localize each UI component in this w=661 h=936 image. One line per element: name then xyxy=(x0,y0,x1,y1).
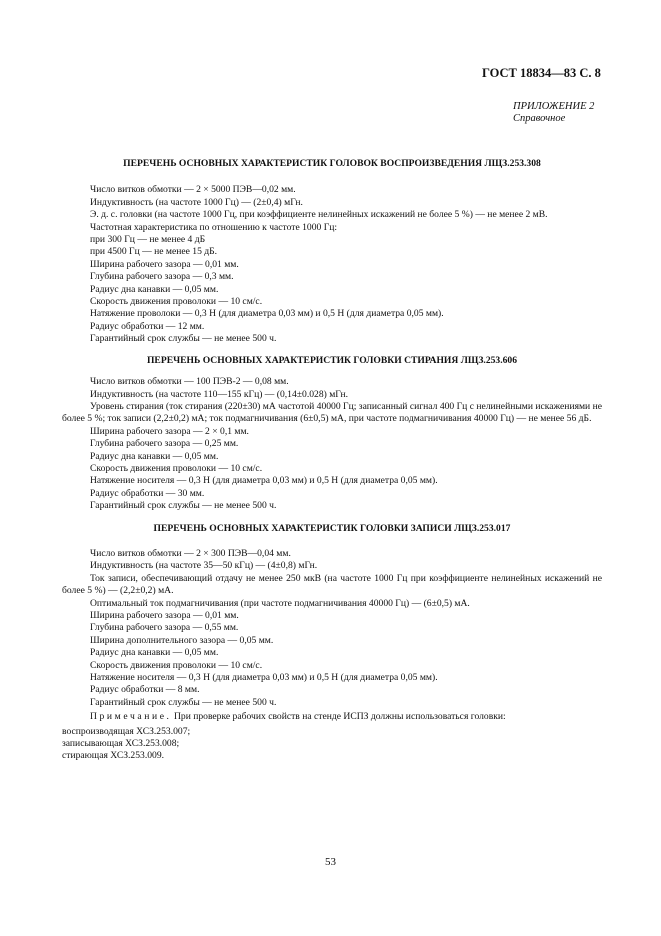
note-line xyxy=(62,711,602,723)
appendix-subtitle: Справочное xyxy=(513,113,566,124)
spec-line: Ширина рабочего зазора — 0,01 мм. xyxy=(90,258,239,270)
spec-line: Уровень стирания (ток стирания (220±30) мА частотой 40000 Гц; записанный сигнал 400 Гц с нелинейными искажениями не более 5 %; ток записи (2,2±0,2) мА; ток подмагничивания (6±0,5) мА, при частоте подмагничивания 40000 Гц) — не менее 56 дБ. xyxy=(62,400,602,425)
spec-line: Ток записи, обеспечивающий отдачу не менее 250 мкВ (на частоте 1000 Гц при коэффициенте нелинейных искажений не более 5 %) — (2,2±0,2) мА. xyxy=(62,572,602,597)
appendix-title: ПРИЛОЖЕНИЕ 2 xyxy=(513,101,595,112)
section-heading: ПЕРЕЧЕНЬ ОСНОВНЫХ ХАРАКТЕРИСТИК ГОЛОВКИ ЗАПИСИ ЛЩЗ.253.017 xyxy=(153,522,511,534)
playback-heads-section xyxy=(62,158,602,346)
spec-line: Радиус обработки — 30 мм. xyxy=(90,487,205,499)
note-item: стирающая ХСЗ.253.009. xyxy=(62,750,165,762)
spec-line: Глубина рабочего зазора — 0,25 мм. xyxy=(90,438,239,450)
spec-line: Гарантийный срок службы — не менее 500 ч. xyxy=(90,333,277,345)
spec-line: Индуктивность (на частоте 35—50 кГц) — (4±0,8) мГн. xyxy=(90,560,318,572)
spec-line: при 4500 Гц — не менее 15 дБ. xyxy=(90,246,218,258)
erase-head-section xyxy=(62,355,602,513)
spec-line: Радиус дна канавки — 0,05 мм. xyxy=(90,647,219,659)
spec-line: Число витков обмотки — 2 × 300 ПЭВ—0,04 мм. xyxy=(90,547,291,559)
appendix-label xyxy=(513,101,594,125)
spec-line: Радиус дна канавки — 0,05 мм. xyxy=(90,283,219,295)
spec-line: Глубина рабочего зазора — 0,55 мм. xyxy=(90,622,239,634)
document-body xyxy=(62,158,602,763)
spec-line: Индуктивность (на частоте 1000 Гц) — (2±0,4) мГн. xyxy=(90,196,303,208)
note-label: Примечание. xyxy=(90,711,172,723)
spec-line: при 300 Гц — не менее 4 дБ xyxy=(90,234,206,246)
spec-line: Скорость движения проволоки — 10 см/с. xyxy=(90,659,263,671)
note-item: записывающая ХСЗ.253.008; xyxy=(62,738,180,750)
record-head-section xyxy=(62,523,602,763)
spec-line: Гарантийный срок службы — не менее 500 ч. xyxy=(90,696,277,708)
spec-line: Натяжение носителя — 0,3 Н (для диаметра 0,03 мм) и 0,5 Н (для диаметра 0,05 мм). xyxy=(90,475,438,487)
page-number: 53 xyxy=(325,856,336,868)
note-item: воспроизводящая ХСЗ.253.007; xyxy=(62,725,191,737)
spec-line: Глубина рабочего зазора — 0,3 мм. xyxy=(90,271,234,283)
document-code: ГОСТ 18834—83 С. 8 xyxy=(482,66,601,80)
section-heading: ПЕРЕЧЕНЬ ОСНОВНЫХ ХАРАКТЕРИСТИК ГОЛОВОК ВОСПРОИЗВЕДЕНИЯ ЛЩЗ.253.308 xyxy=(123,158,541,169)
spec-line: Радиус дна канавки — 0,05 мм. xyxy=(90,450,219,462)
spec-line: Гарантийный срок службы — не менее 500 ч. xyxy=(90,500,277,512)
note-text: При проверке рабочих свойств на стенде ИСПЗ должны использоваться головки: xyxy=(173,711,506,723)
spec-line: Скорость движения проволоки — 10 см/с. xyxy=(90,462,263,474)
section-heading: ПЕРЕЧЕНЬ ОСНОВНЫХ ХАРАКТЕРИСТИК ГОЛОВКИ СТИРАНИЯ ЛЩЗ.253.606 xyxy=(146,354,518,366)
spec-line: Скорость движения проволоки — 10 см/с. xyxy=(90,296,263,308)
spec-line: Ширина рабочего зазора — 2 × 0,1 мм. xyxy=(90,425,249,437)
spec-line: Число витков обмотки — 2 × 5000 ПЭВ—0,02 мм. xyxy=(90,184,296,196)
spec-line: Ширина рабочего зазора — 0,01 мм. xyxy=(90,610,239,621)
spec-line: Э. д. с. головки (на частоте 1000 Гц, при коэффициенте нелинейных искажений не более 5 %) — не менее 2 мВ. xyxy=(90,209,548,221)
spec-line: Натяжение проволоки — 0,3 Н (для диаметра 0,03 мм) и 0,5 Н (для диаметра 0,05 мм). xyxy=(90,308,444,320)
spec-line: Радиус обработки — 8 мм. xyxy=(90,684,200,696)
spec-line: Частотная характеристика по отношению к частоте 1000 Гц: xyxy=(90,221,338,233)
spec-line: Ширина дополнительного зазора — 0,05 мм. xyxy=(90,634,274,646)
spec-line: Оптимальный ток подмагничивания (при частоте подмагничивания 40000 Гц) — (6±0,5) мА. xyxy=(90,597,470,609)
spec-line: Индуктивность (на частоте 110—155 кГц) — (0,14±0.028) мГн. xyxy=(90,388,348,400)
spec-line: Натяжение носителя — 0,3 Н (для диаметра 0,03 мм) и 0,5 Н (для диаметра 0,05 мм). xyxy=(90,672,438,684)
spec-line: Радиус обработки — 12 мм. xyxy=(90,320,205,332)
spec-line: Число витков обмотки — 100 ПЭВ-2 — 0,08 мм. xyxy=(90,376,289,388)
